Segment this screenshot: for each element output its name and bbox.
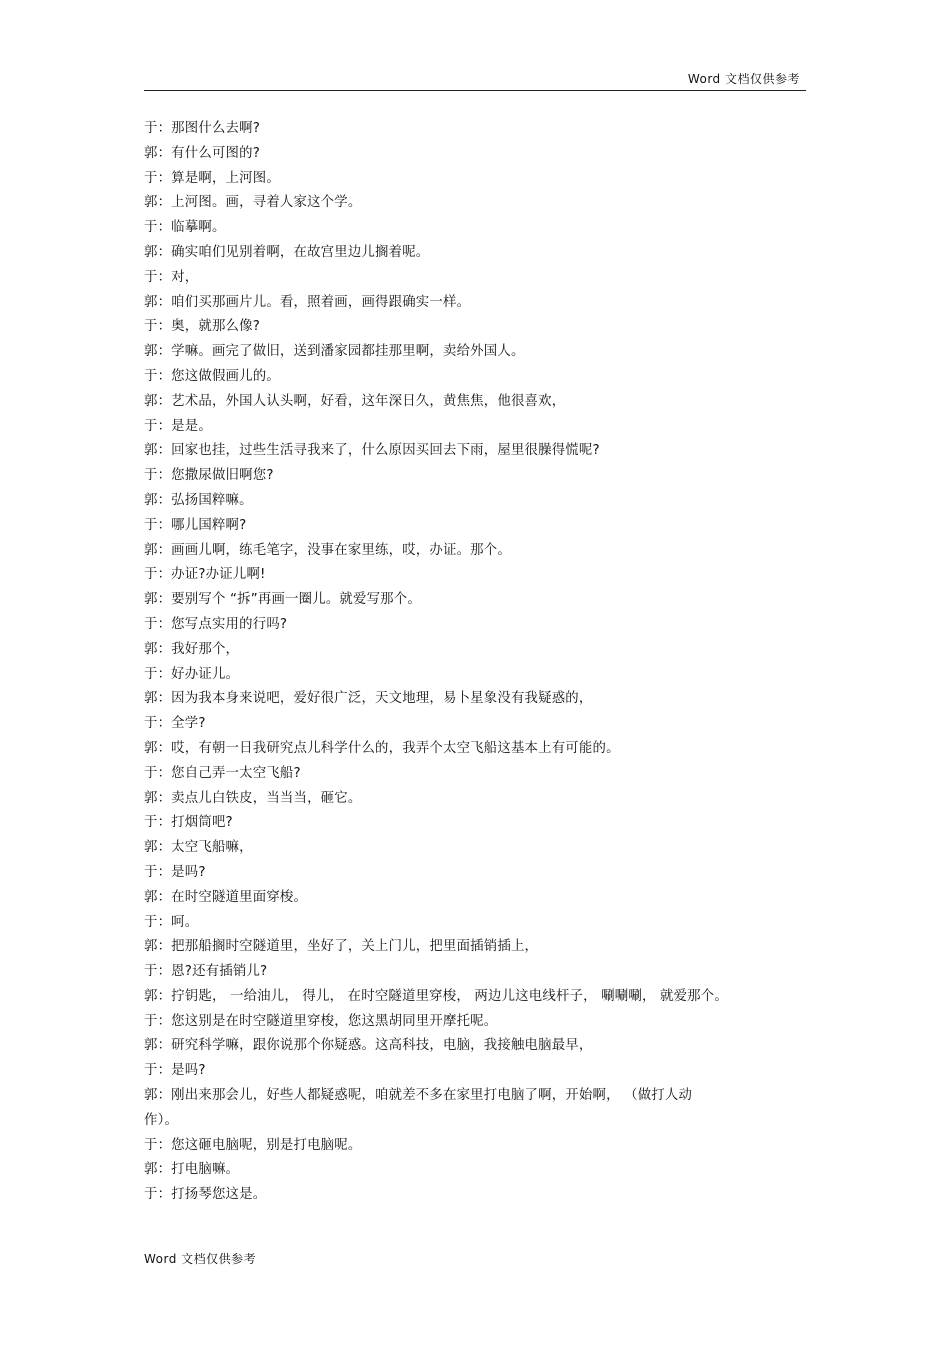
dialogue-line: 于：打扬琴您这是。 [144, 1187, 267, 1203]
dialogue-line: 郭：要别写个 “拆”再画一圈儿。就爱写那个。 [144, 592, 421, 608]
dialogue-line: 郭：拧钥匙， 一给油儿， 得儿， 在时空隧道里穿梭， 两边儿这电线杆子， 唰唰唰， 就爱那个。 [144, 988, 728, 1004]
dialogue-body [144, 117, 804, 1208]
dialogue-line: 郭：打电脑嘛。 [144, 1162, 240, 1178]
dialogue-line: 于：好办证儿。 [144, 666, 240, 682]
dialogue-line: 于：算是啊，上河图。 [144, 170, 280, 186]
dialogue-line: 郭：学嘛。画完了做旧，送到潘家园都挂那里啊，卖给外国人。 [144, 344, 525, 360]
dialogue-line-continuation: 作）。 [144, 1112, 179, 1128]
dialogue-line: 于：您这砸电脑呢，别是打电脑呢。 [144, 1137, 362, 1153]
dialogue-line: 于：临摹啊。 [144, 220, 226, 236]
dialogue-line: 于：那图什么去啊? [144, 121, 261, 136]
header-text: Word 文档仅供参考 [687, 72, 800, 86]
dialogue-line: 于：您这别是在时空隧道里穿梭，您这黑胡同里开摩托呢。 [144, 1013, 498, 1029]
dialogue-line: 郭：画画儿啊，练毛笔字，没事在家里练，哎，办证。那个。 [144, 542, 511, 558]
dialogue-line: 于：您写点实用的行吗? [144, 616, 288, 632]
dialogue-line: 于：您自己弄一太空飞船? [144, 765, 301, 781]
dialogue-line: 郭：因为我本身来说吧，爱好很广泛，天文地理，易卜星象没有我疑惑的， [144, 691, 593, 707]
dialogue-line: 于：您撒尿做旧啊您? [144, 468, 274, 484]
dialogue-line: 郭：太空飞船嘛， [144, 840, 253, 856]
dialogue-line: 于：恩?还有插销儿? [144, 964, 268, 980]
dialogue-line: 于：对， [144, 269, 199, 285]
dialogue-line: 郭：弘扬国粹嘛。 [144, 492, 253, 508]
dialogue-line: 于：是吗? [144, 864, 206, 880]
dialogue-line: 郭：上河图。画，寻着人家这个学。 [144, 195, 362, 211]
dialogue-line: 郭：哎，有朝一日我研究点儿科学什么的，我弄个太空飞船这基本上有可能的。 [144, 740, 620, 756]
dialogue-line: 郭：确实咱们见别着啊，在故宫里边儿搁着呢。 [144, 244, 430, 260]
dialogue-line: 于：哪儿国粹啊? [144, 517, 247, 533]
dialogue-line: 郭：艺术品，外国人认头啊，好看，这年深日久，黄焦焦，他很喜欢， [144, 393, 566, 409]
dialogue-line: 郭：把那船搁时空隧道里，坐好了，关上门儿，把里面插销插上， [144, 939, 539, 955]
dialogue-line: 于：奥，就那么像? [144, 319, 261, 335]
dialogue-line: 于：您这做假画儿的。 [144, 368, 280, 384]
dialogue-line: 于：办证?办证儿啊! [144, 567, 266, 583]
dialogue-line: 郭：在时空隧道里面穿梭。 [144, 889, 308, 905]
dialogue-line: 郭：我好那个， [144, 641, 240, 657]
dialogue-line: 于：全学? [144, 716, 206, 732]
dialogue-line: 郭：研究科学嘛，跟你说那个你疑惑。这高科技，电脑，我接触电脑最早， [144, 1038, 593, 1054]
dialogue-line: 郭：回家也挂，过些生活寻我来了，什么原因买回去下雨，屋里很臊得慌呢? [144, 443, 600, 459]
dialogue-line: 于：是是。 [144, 418, 212, 434]
dialogue-line: 郭：咱们买那画片儿。看，照着画，画得跟确实一样。 [144, 294, 471, 310]
dialogue-line: 于：打烟筒吧? [144, 815, 233, 831]
dialogue-line: 于：呵。 [144, 914, 199, 930]
dialogue-line: 郭：有什么可图的? [144, 145, 261, 161]
page-header [144, 68, 806, 91]
page-footer: Word 文档仅供参考 [144, 1252, 257, 1266]
dialogue-line: 于：是吗? [144, 1063, 206, 1079]
dialogue-line: 郭：卖点儿白铁皮，当当当，砸它。 [144, 790, 362, 806]
dialogue-line: 郭：刚出来那会儿，好些人都疑惑呢，咱就差不多在家里打电脑了啊，开始啊， （做打人动 [144, 1088, 693, 1104]
